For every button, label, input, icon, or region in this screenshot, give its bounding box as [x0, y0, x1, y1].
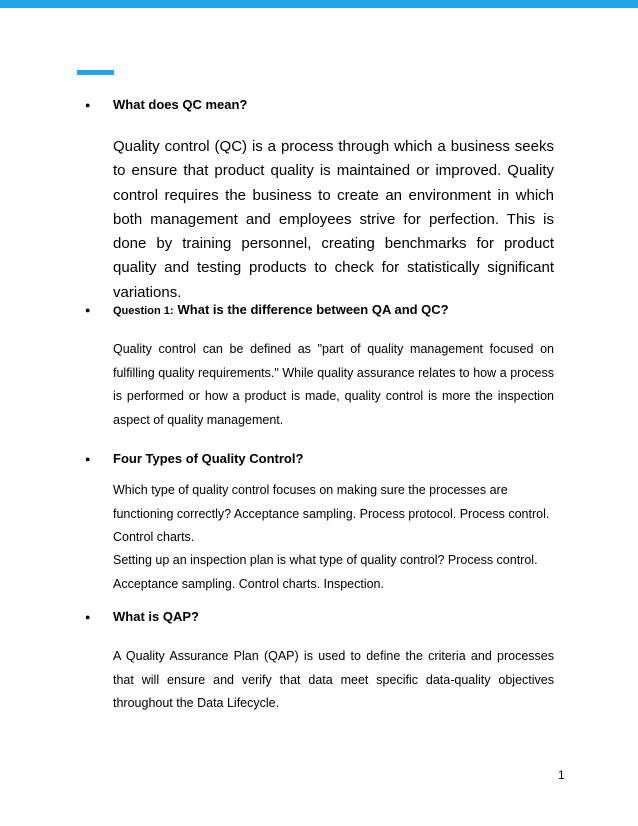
question-text: What is the difference between QA and QC?: [177, 302, 449, 317]
question-text: What is QAP?: [113, 609, 199, 624]
question-prefix: Question 1:: [113, 305, 174, 317]
answer-paragraph: Which type of quality control focuses on making sure the processes are functioning correctly? Acceptance sampling. Process protocol. Process control. Control charts.: [113, 483, 550, 544]
bullet-icon: ●: [85, 454, 91, 464]
question-heading: [85, 96, 565, 115]
question-heading: [85, 301, 565, 320]
answer-paragraph: Setting up an inspection plan is what type of quality control? Process control. Acceptance sampling. Control charts. Inspection.: [113, 553, 538, 591]
question-text: Four Types of Quality Control?: [113, 451, 304, 466]
question-heading: [85, 450, 565, 469]
accent-dash: [77, 70, 114, 75]
bullet-icon: ●: [85, 100, 91, 110]
bullet-icon: ●: [85, 612, 91, 622]
question-text: What does QC mean?: [113, 97, 248, 112]
page-number: 1: [558, 768, 565, 782]
answer-paragraph: A Quality Assurance Plan (QAP) is used to define the criteria and processes that will ensure and verify that data meet specific data-quality objectives throughout the Data Lifecycle.: [113, 649, 554, 710]
top-accent-bar: [0, 0, 638, 8]
answer-paragraph: Quality control can be defined as "part of quality management focused on fulfilling quality requirements." While quality assurance relates to how a process is performed or how a product is made, quality control is more the inspection aspect of quality management.: [113, 342, 554, 427]
bullet-icon: ●: [85, 305, 91, 315]
answer-paragraph: Quality control (QC) is a process through which a business seeks to ensure that product quality is maintained or improved. Quality control requires the business to create an environment in which both management and employees strive for perfection. This is done by training personnel, creating benchmarks for product quality and testing products to check for statistically significant variations.: [113, 138, 554, 301]
question-heading: [85, 608, 565, 627]
